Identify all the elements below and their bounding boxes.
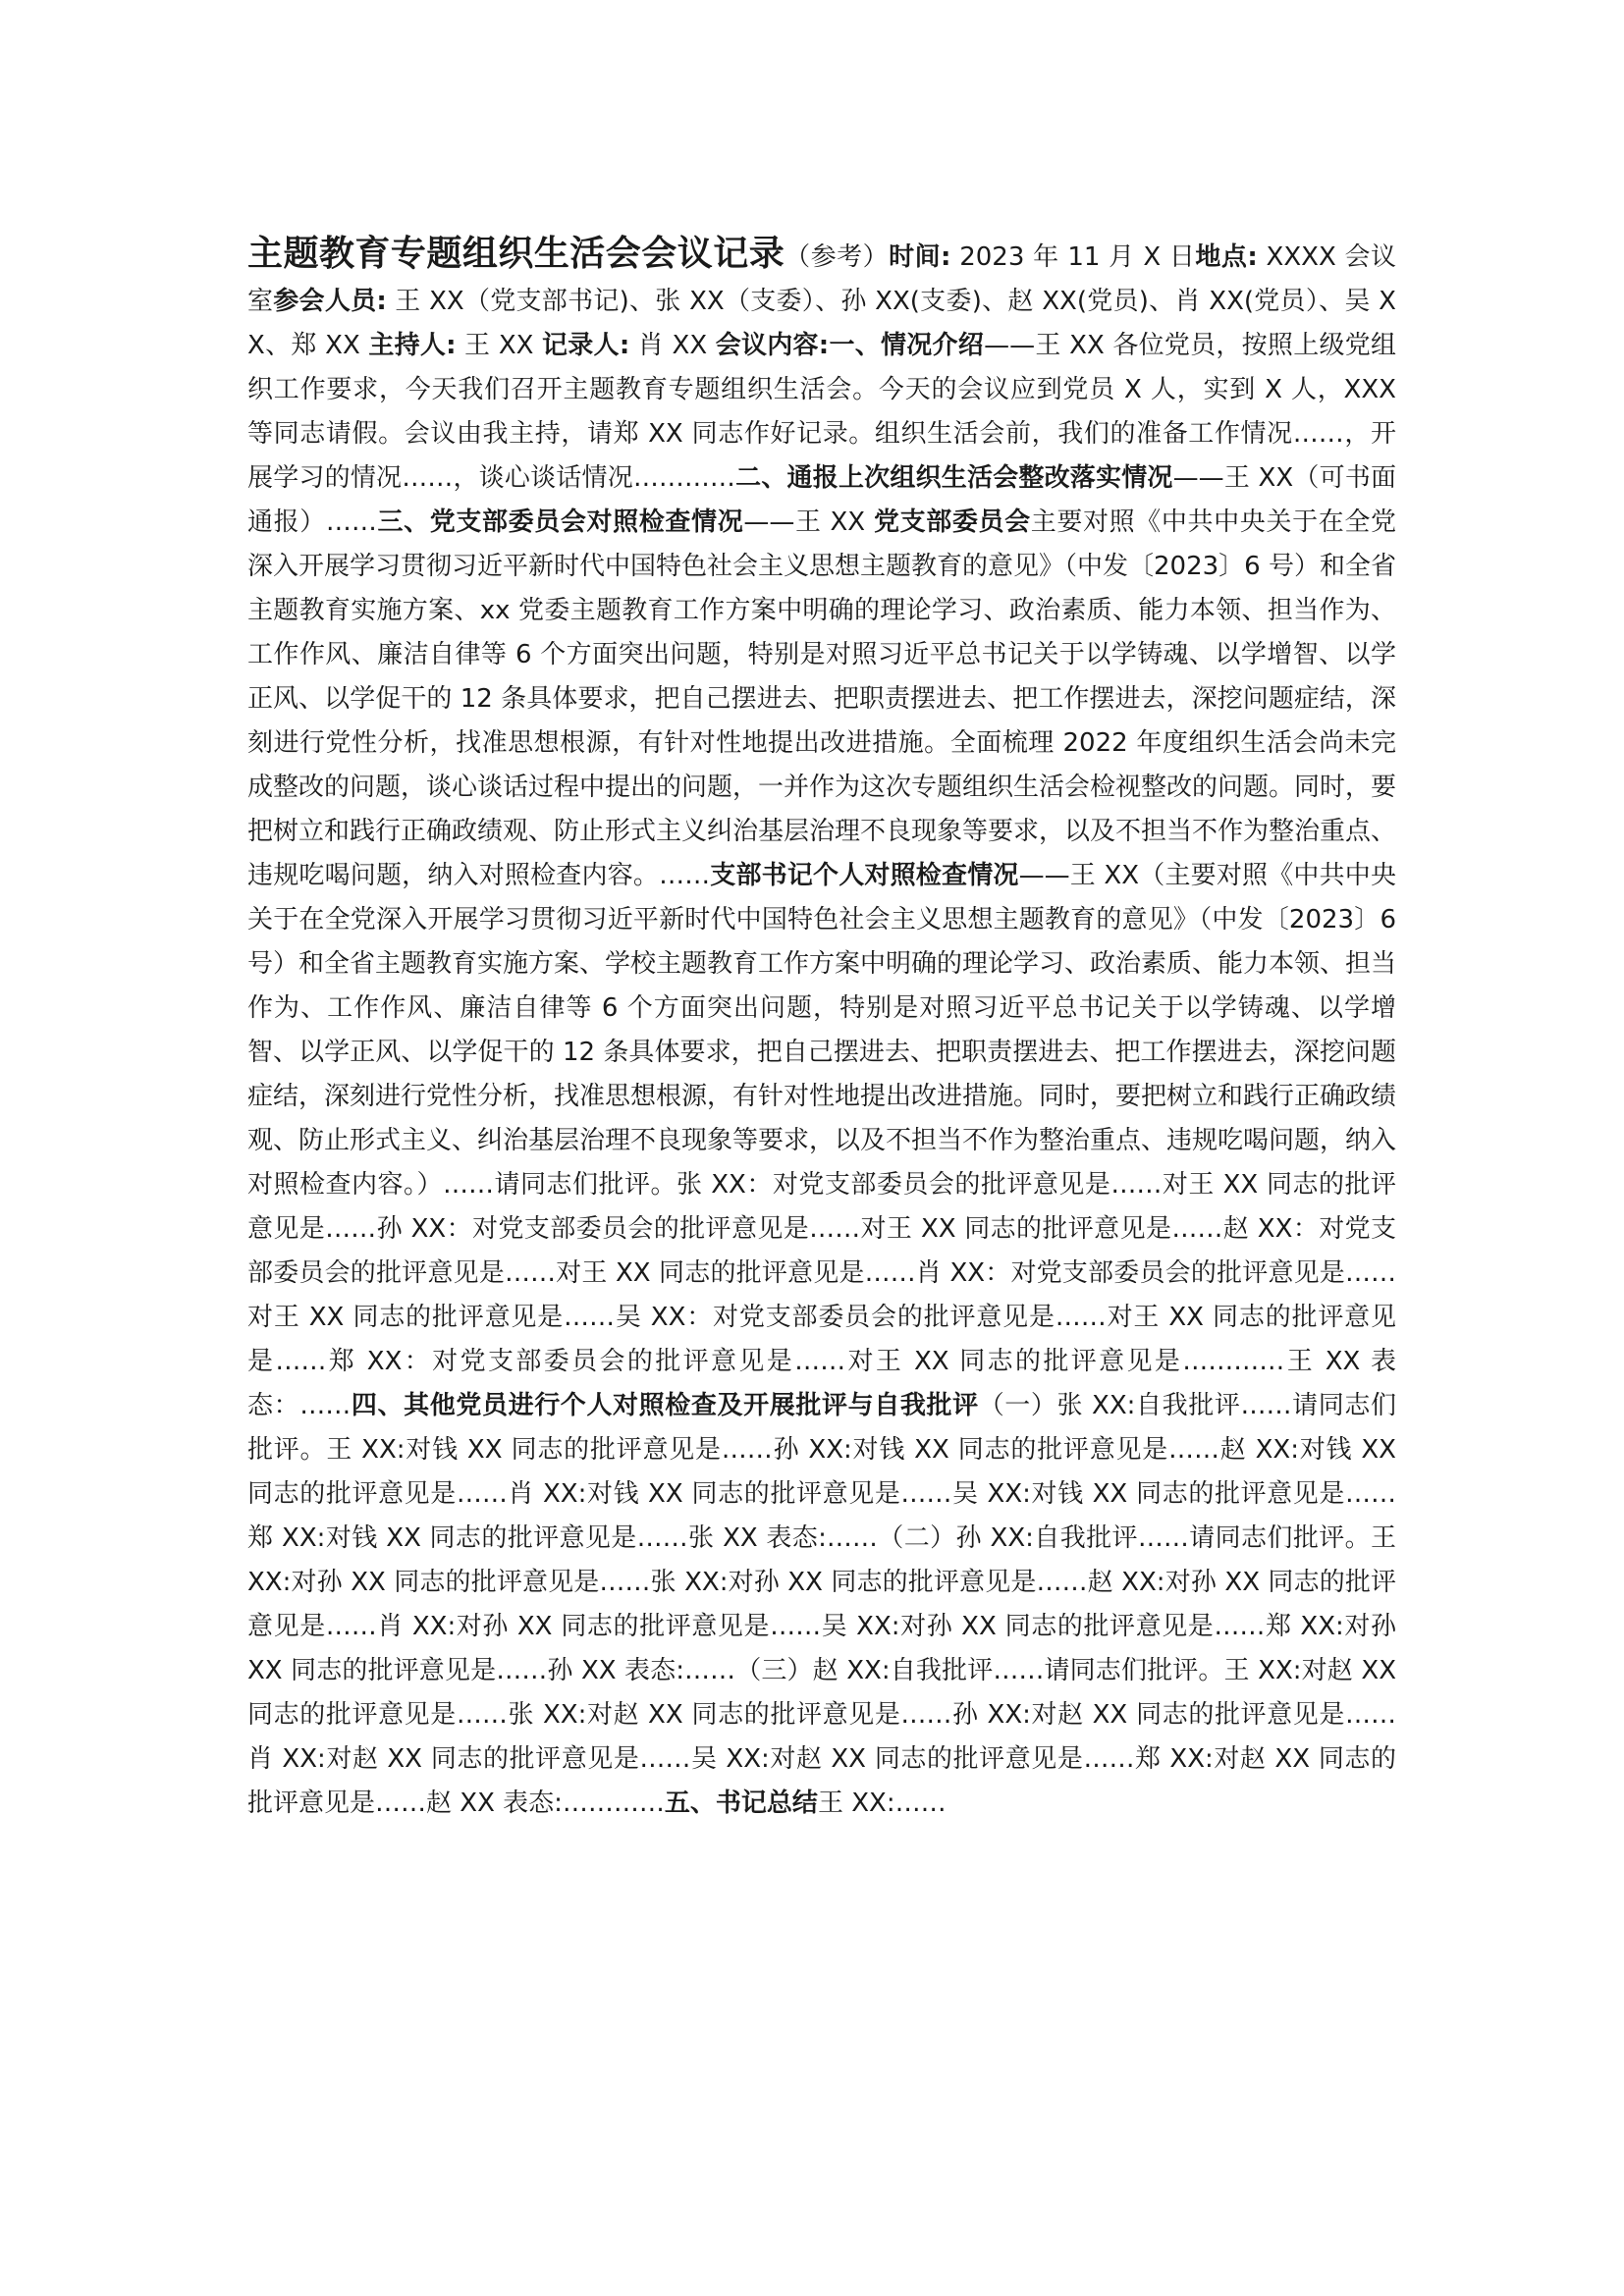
host-value: 王 XX (456, 331, 543, 360)
section-1-heading: 一、情况介绍 (829, 331, 985, 360)
document-body (247, 232, 1396, 1826)
recorder-value: 肖 XX (629, 331, 716, 360)
meeting-record-paragraph (247, 232, 1396, 1826)
section-5-text: 王 XX:…… (817, 1789, 947, 1818)
content-label: 会议内容: (715, 331, 830, 360)
section-1-text: ——王 XX 各位党员，按照上级党组织工作要求，今天我们召开主题教育专题组织生活会。今天的会议应到党员 X 人，实到 X 人，XXX 等同志请假。会议由我主持，请郑 XX 同志作好记录。组织生活会前，我们的准备工作情况……，开展学习的情况……，谈心谈话情况………… (247, 331, 1397, 493)
section-2-heading: 二、通报上次组织生活会整改落实情况 (734, 463, 1173, 493)
attendees-value: 王 XX（党支部书记)、张 XX（支委）、孙 XX(支委)、赵 XX(党员)、肖 XX(党员）、吴 XX、郑 XX (247, 287, 1396, 360)
section-2-text: ——王 XX（可书面通报）…… (247, 463, 1396, 537)
section-3-text-c: ——王 XX（主要对照《中共中央关于在全党深入开展学习贯彻习近平新时代中国特色社会主义思想主题教育的意见》（中发〔2023〕6 号）和全省主题教育实施方案、学校主题教育工作方案中明确的理论学习、政治素质、能力本领、担当作为、工作作风、廉洁自律等 6 个方面突出问题，特别是对照习近平总书记关于以学铸魂、以学增智、以学正风、以学促干的 12 条具体要求，把自己摆进去、把职责摆进去、把工作摆进去，深挖问题症结，深刻进行党性分析，找准思想根源，有针对性地提出改进措施。同时，要把树立和践行正确政绩观、防止形式主义、纠治基层治理不良现象等要求，以及不担当不作为整治重点、违规吃喝问题，纳入对照检查内容。）……请同志们批评。张 XX：对党支部委员会的批评意见是……对王 XX 同志的批评意见是……孙 XX：对党支部委员会的批评意见是……对王 XX 同志的批评意见是……赵 XX：对党支部委员会的批评意见是……对王 XX 同志的批评意见是……肖 XX：对党支部委员会的批评意见是……对王 XX 同志的批评意见是……吴 XX：对党支部委员会的批评意见是……对王 XX 同志的批评意见是……郑 XX：对党支部委员会的批评意见是……对王 XX 同志的批评意见是…………王 XX 表态：…… (247, 861, 1397, 1420)
section-4-text: （一）张 XX:自我批评……请同志们批评。王 XX:对钱 XX 同志的批评意见是……孙 XX:对钱 XX 同志的批评意见是……赵 XX:对钱 XX 同志的批评意见是……肖 XX:对钱 XX 同志的批评意见是……吴 XX:对钱 XX 同志的批评意见是……郑 XX:对钱 XX 同志的批评意见是……张 XX 表态:……（二）孙 XX:自我批评……请同志们批评。王 XX:对孙 XX 同志的批评意见是……张 XX:对孙 XX 同志的批评意见是……赵 XX:对孙 XX 同志的批评意见是……肖 XX:对孙 XX 同志的批评意见是……吴 XX:对孙 XX 同志的批评意见是……郑 XX:对孙 XX 同志的批评意见是……孙 XX 表态:……（三）赵 XX:自我批评……请同志们批评。王 XX:对赵 XX 同志的批评意见是……张 XX:对赵 XX 同志的批评意见是……孙 XX:对赵 XX 同志的批评意见是……肖 XX:对赵 XX 同志的批评意见是……吴 XX:对赵 XX 同志的批评意见是……郑 XX:对赵 XX 同志的批评意见是……赵 XX 表态:………… (247, 1391, 1396, 1818)
title-note: （参考） (785, 242, 890, 272)
attendees-label: 参会人员: (273, 287, 387, 316)
section-3-heading: 三、党支部委员会对照检查情况 (376, 507, 744, 537)
recorder-label: 记录人: (542, 331, 630, 360)
section-5-heading: 五、书记总结 (664, 1789, 818, 1818)
place-label: 地点: (1195, 242, 1258, 272)
time-label: 时间: (889, 242, 951, 272)
section-3-subheading-2: 支部书记个人对照检查情况 (710, 861, 1019, 890)
document-title: 主题教育专题组织生活会会议记录 (247, 234, 785, 274)
section-3-text-a: ——王 XX (743, 507, 874, 537)
section-4-heading: 四、其他党员进行个人对照检查及开展批评与自我批评 (351, 1391, 979, 1420)
time-value: 2023 年 11 月 X 日 (950, 242, 1196, 272)
section-3-text-b: 主要对照《中共中央关于在全党深入开展学习贯彻习近平新时代中国特色社会主义思想主题教育的意见》（中发〔2023〕6 号）和全省主题教育实施方案、xx 党委主题教育工作方案中明确的理论学习、政治素质、能力本领、担当作为、工作作风、廉洁自律等 6 个方面突出问题，特别是对照习近平总书记关于以学铸魂、以学增智、以学正风、以学促干的 12 条具体要求，把自己摆进去、把职责摆进去、把工作摆进去，深挖问题症结，深刻进行党性分析，找准思想根源，有针对性地提出改进措施。全面梳理 2022 年度组织生活会尚未完成整改的问题，谈心谈话过程中提出的问题，一并作为这次专题组织生活会检视整改的问题。同时，要把树立和践行正确政绩观、防止形式主义纠治基层治理不良现象等要求，以及不担当不作为整治重点、违规吃喝问题，纳入对照检查内容。…… (247, 507, 1397, 890)
section-3-subheading: 党支部委员会 (874, 507, 1031, 537)
host-label: 主持人: (368, 331, 457, 360)
place-value: XXXX 会议室 (247, 242, 1396, 316)
